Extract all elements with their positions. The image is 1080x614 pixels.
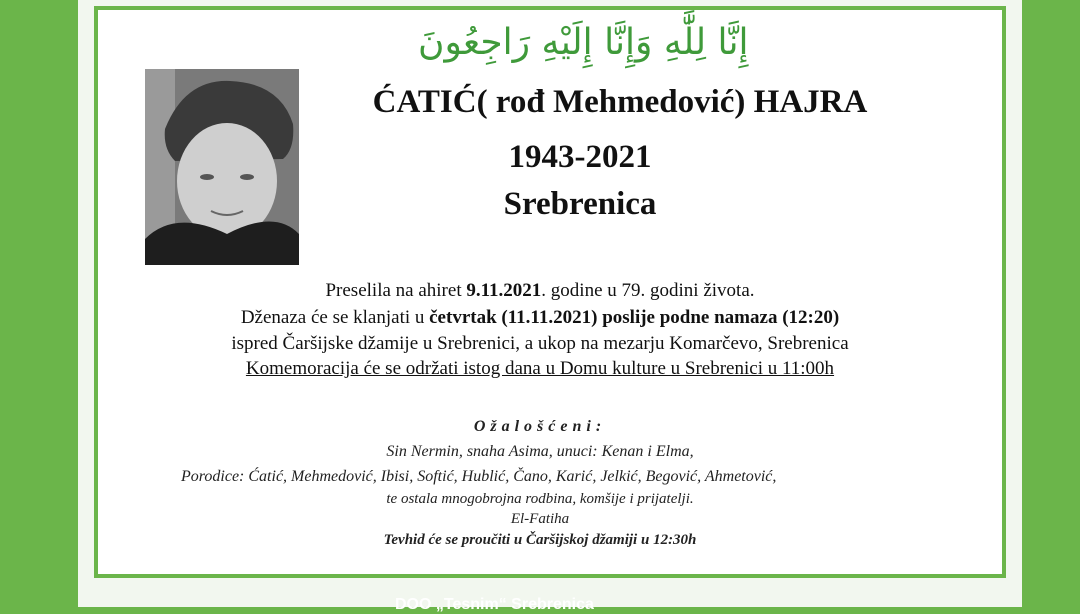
portrait-image bbox=[145, 69, 299, 265]
publisher-footer: DOO „Tesnim“ Srebrenica bbox=[395, 596, 594, 613]
mourners-families-list: Porodice: Ćatić, Mehmedović, Ibisi, Softić, Hublić, Čano, Karić, Jelkić, Begović, Ahmetović, bbox=[181, 468, 777, 485]
tevhid-line: Tevhid će se proučiti u Čaršijskoj džamiji u 12:30h bbox=[383, 532, 697, 548]
el-fatiha: El-Fatiha bbox=[510, 511, 570, 527]
announcement-line-1: Preselila na ahiret 9.11.2021. godine u 79. godini života. bbox=[325, 280, 755, 301]
mourners-others: te ostala mnogobrojna rodbina, komšije i prijatelji. bbox=[386, 491, 694, 507]
announcement-line-2: Dženaza će se klanjati u četvrtak (11.11.2021) poslije podne namaza (12:20) bbox=[240, 307, 840, 328]
deceased-photo bbox=[145, 69, 299, 265]
mourners-family: Sin Nermin, snaha Asima, unuci: Kenan i Elma, bbox=[386, 443, 694, 460]
deceased-city: Srebrenica bbox=[503, 186, 657, 222]
commemoration-line: Komemoracija će se održati istog dana u Domu kulture u Srebrenici u 11:00h bbox=[245, 358, 835, 379]
mourners-heading: Ožalošćeni: bbox=[473, 418, 607, 435]
deceased-years: 1943-2021 bbox=[508, 139, 652, 175]
deceased-name: ĆATIĆ( rođ Mehmedović) HAJRA bbox=[372, 84, 868, 120]
announcement-line-3: ispred Čaršijske džamije u Srebrenici, a ukop na mezarju Komarčevo, Srebrenica bbox=[231, 333, 849, 354]
arabic-calligraphy: إِنَّا لِلَّٰهِ وَإِنَّا إِلَيْهِ رَاجِعُونَ bbox=[418, 22, 749, 63]
